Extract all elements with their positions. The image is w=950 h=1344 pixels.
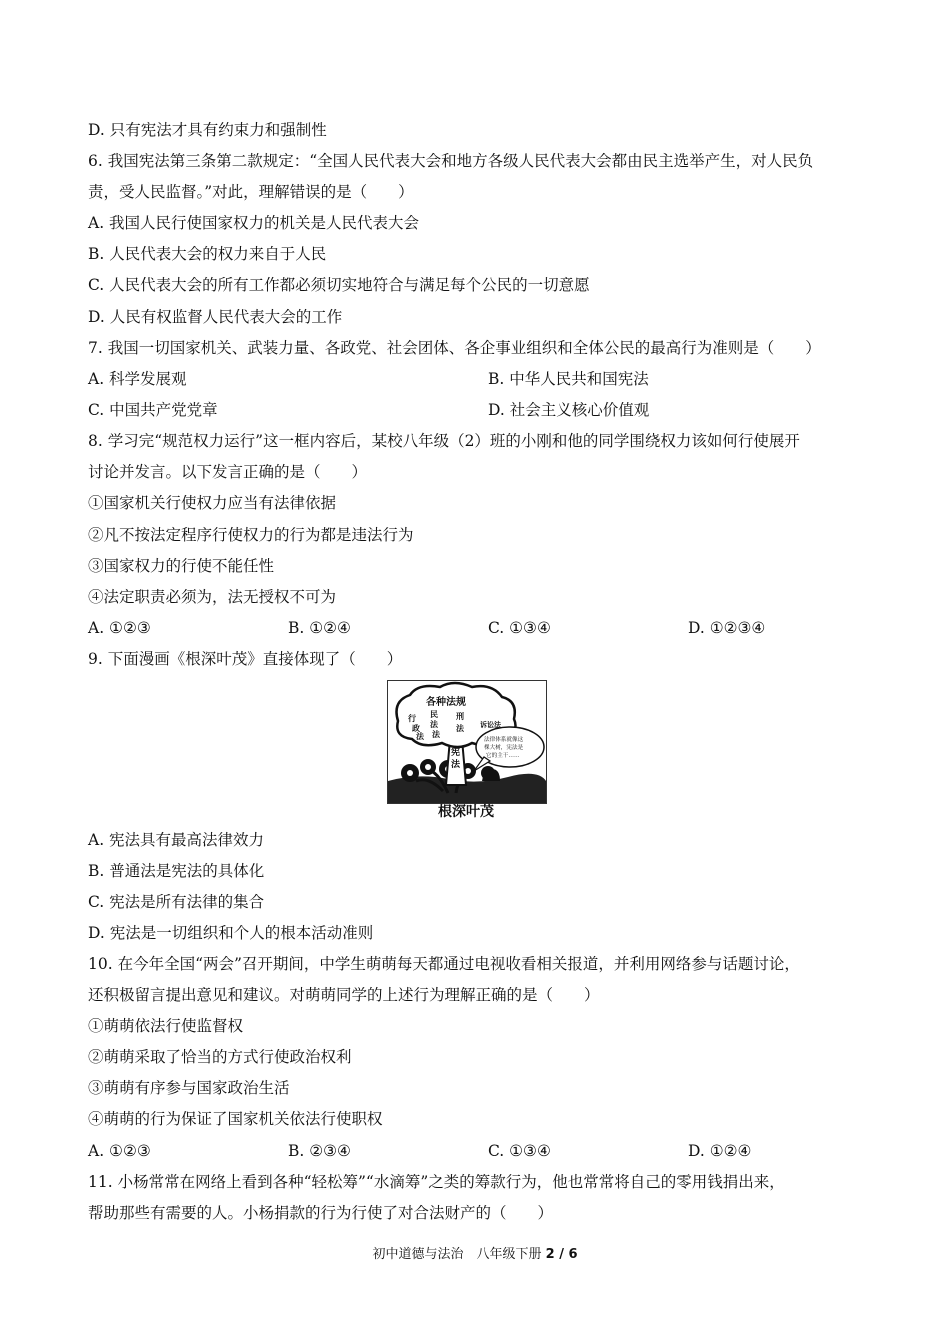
page-number: 2 / 6 xyxy=(545,1247,578,1262)
trunk-word: 法 xyxy=(451,760,461,770)
q10-option-d: D. ①②④ xyxy=(688,1142,752,1160)
q7-option-a: A. 科学发展观 xyxy=(88,370,187,388)
q7-option-b: B. 中华人民共和国宪法 xyxy=(488,370,649,388)
bubble-text: 棵大树，宪法是 xyxy=(484,745,524,751)
q10-statement-4: ④萌萌的行为保证了国家机关依法行使职权 xyxy=(88,1110,383,1128)
q8-statement-1: ①国家机关行使权力应当有法律依据 xyxy=(88,494,337,512)
q8-stem-line1: 8. 学习完“规范权力运行”这一框内容后，某校八年级（2）班的小刚和他的同学围绕权力该如何行使展开 xyxy=(88,432,800,450)
q8-statement-2: ②凡不按法定程序行使权力的行为都是违法行为 xyxy=(88,526,414,544)
q9-option-d: D. 宪法是一切组织和个人的根本活动准则 xyxy=(88,924,374,942)
q9-option-a: A. 宪法具有最高法律效力 xyxy=(88,831,265,849)
crown-word: 刑 xyxy=(456,712,464,721)
q6-stem-line1: 6. 我国宪法第三条第二款规定：“全国人民代表大会和地方各级人民代表大会都由民主选举产生，对人民负 xyxy=(88,152,814,170)
q8-option-d: D. ①②③④ xyxy=(688,619,766,637)
crown-word: 行 xyxy=(408,714,416,723)
q7-option-d: D. 社会主义核心价值观 xyxy=(488,401,650,419)
footer-text: 初中道德与法治 八年级下册 xyxy=(372,1247,542,1262)
bubble-text: 它的主干…… xyxy=(486,753,520,759)
q6-option-a: A. 我国人民行使国家权力的机关是人民代表大会 xyxy=(88,214,420,232)
q10-option-b: B. ②③④ xyxy=(288,1142,351,1160)
crown-word: 法 xyxy=(430,720,438,729)
page-footer xyxy=(0,1246,950,1264)
q6-option-d: D. 人民有权监督人民代表大会的工作 xyxy=(88,308,343,326)
q10-option-a: A. ①②③ xyxy=(88,1142,151,1160)
q11-stem-line2: 帮助那些有需要的人。小杨捐款的行为行使了对合法财产的（ ） xyxy=(88,1204,554,1222)
q10-stem-line1: 10. 在今年全国“两会”召开期间，中学生萌萌每天都通过电视收看相关报道，并利用网络参与话题讨论， xyxy=(88,955,800,973)
crown-title: 各种法规 xyxy=(426,697,466,708)
tree-cartoon-illustration xyxy=(388,681,546,803)
q8-option-c: C. ①③④ xyxy=(488,619,551,637)
bubble-text: 法律体系就像这 xyxy=(484,737,524,743)
crown-word: 法 xyxy=(432,730,440,739)
q10-statement-1: ①萌萌依法行使监督权 xyxy=(88,1017,244,1035)
q9-option-c: C. 宪法是所有法律的集合 xyxy=(88,893,265,911)
cartoon-caption: 根深叶茂 xyxy=(438,804,494,820)
q9-stem: 9. 下面漫画《根深叶茂》直接体现了（ ） xyxy=(88,650,403,668)
q11-stem-line1: 11. 小杨常常在网络上看到各种“轻松筹”“水滴筹”之类的筹款行为，他也常常将自己的零用钱捐出来， xyxy=(88,1173,785,1191)
q10-statement-2: ②萌萌采取了恰当的方式行使政治权利 xyxy=(88,1048,352,1066)
q7-option-c: C. 中国共产党党章 xyxy=(88,401,218,419)
q8-option-a: A. ①②③ xyxy=(88,619,151,637)
crown-word: 政 xyxy=(412,724,420,733)
cartoon-figure xyxy=(387,680,547,804)
q5-option-d: D. 只有宪法才具有约束力和强制性 xyxy=(88,121,327,139)
q9-option-b: B. 普通法是宪法的具体化 xyxy=(88,862,265,880)
q8-statement-4: ④法定职责必须为，法无授权不可为 xyxy=(88,588,337,606)
crown-word: 诉讼法 xyxy=(480,721,501,729)
q8-statement-3: ③国家权力的行使不能任性 xyxy=(88,557,275,575)
q6-stem-line2: 责，受人民监督。”对此，理解错误的是（ ） xyxy=(88,183,414,201)
q10-statement-3: ③萌萌有序参与国家政治生活 xyxy=(88,1079,290,1097)
crown-word: 法 xyxy=(456,724,464,733)
q10-stem-line2: 还积极留言提出意见和建议。对萌萌同学的上述行为理解正确的是（ ） xyxy=(88,986,600,1004)
q8-stem-line2: 讨论并发言。以下发言正确的是（ ） xyxy=(88,463,368,481)
q7-stem: 7. 我国一切国家机关、武装力量、各政党、社会团体、各企事业组织和全体公民的最高行为准则是（ ） xyxy=(88,339,821,357)
q8-option-b: B. ①②④ xyxy=(288,619,351,637)
q6-option-c: C. 人民代表大会的所有工作都必须切实地符合与满足每个公民的一切意愿 xyxy=(88,276,590,294)
crown-word: 法 xyxy=(416,732,424,741)
trunk-word: 宪 xyxy=(451,748,461,758)
q10-option-c: C. ①③④ xyxy=(488,1142,551,1160)
crown-word: 民 xyxy=(430,710,438,719)
q6-option-b: B. 人民代表大会的权力来自于人民 xyxy=(88,245,327,263)
